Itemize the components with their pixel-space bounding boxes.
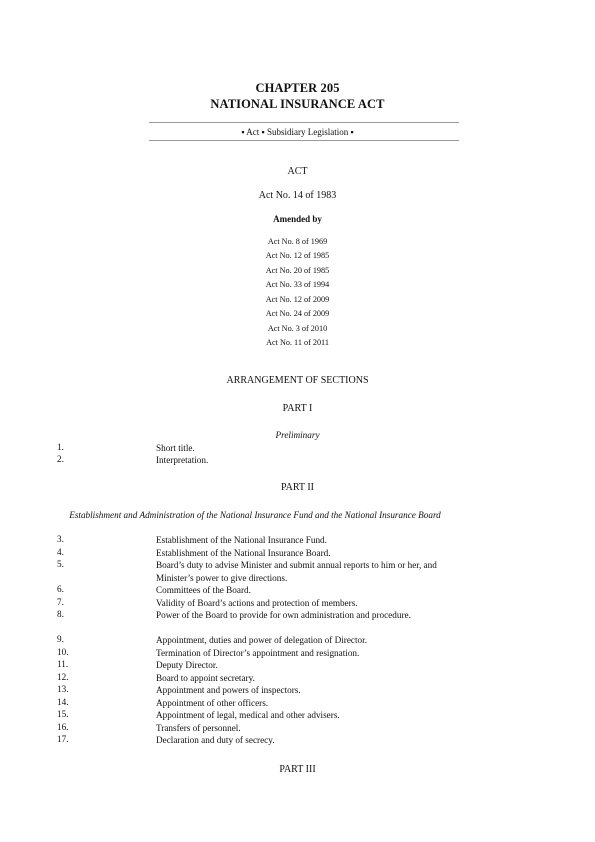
- section-number: 14.: [57, 697, 69, 707]
- section-title[interactable]: Establishment of the National Insurance Fund.: [156, 535, 327, 545]
- section-number: 4.: [57, 547, 64, 557]
- arrangement-heading: ARRANGEMENT OF SECTIONS: [226, 375, 369, 386]
- amended-by-label: Amended by: [273, 214, 322, 224]
- document-nav[interactable]: ▪ Act ▪ Subsidiary Legislation ▪: [241, 127, 354, 137]
- section-title[interactable]: Interpretation.: [156, 455, 209, 465]
- section-title[interactable]: Validity of Board’s actions and protection of members.: [156, 598, 358, 608]
- section-number: 3.: [57, 534, 64, 544]
- bottom-divider: [149, 140, 459, 141]
- part-label: PART I: [282, 403, 313, 414]
- section-number: 6.: [57, 584, 64, 594]
- amendment-item: Act No. 24 of 2009: [265, 309, 330, 318]
- section-title[interactable]: Declaration and duty of secrecy.: [156, 735, 275, 745]
- top-divider: [149, 122, 459, 123]
- amendment-item: Act No. 8 of 1969: [267, 237, 328, 246]
- part-label: PART II: [280, 482, 315, 493]
- section-title[interactable]: Board’s duty to advise Minister and submit annual reports to him or her, and Minister’s power to give directions.: [156, 560, 437, 583]
- section-number: 17.: [57, 734, 69, 744]
- section-title[interactable]: Establishment of the National Insurance Board.: [156, 548, 331, 558]
- amendment-item: Act No. 11 of 2011: [266, 338, 329, 347]
- part-subtitle: Establishment and Administration of the National Insurance Fund and the National Insurance Board: [69, 510, 441, 520]
- part-subtitle: Preliminary: [275, 430, 320, 440]
- section-number: 2.: [57, 454, 64, 464]
- section-title[interactable]: Board to appoint secretary.: [156, 673, 255, 683]
- section-title[interactable]: Deputy Director.: [156, 660, 218, 670]
- section-number: 5.: [57, 559, 64, 569]
- section-title[interactable]: Appointment of legal, medical and other advisers.: [156, 710, 340, 720]
- section-title[interactable]: Appointment, duties and power of delegation of Director.: [156, 635, 368, 645]
- section-title[interactable]: Committees of the Board.: [156, 585, 251, 595]
- section-number: 13.: [57, 684, 69, 694]
- section-title[interactable]: Power of the Board to provide for own administration and procedure.: [156, 610, 411, 620]
- section-title[interactable]: Appointment of other officers.: [156, 698, 269, 708]
- section-number: 12.: [57, 672, 69, 682]
- amendment-item: Act No. 12 of 1985: [265, 251, 330, 260]
- amendment-item: Act No. 33 of 1994: [265, 280, 330, 289]
- amendment-item: Act No. 12 of 2009: [265, 295, 330, 304]
- section-number: 16.: [57, 722, 69, 732]
- chapter-title: CHAPTER 205: [255, 81, 340, 95]
- section-title[interactable]: Appointment and powers of inspectors.: [156, 685, 301, 695]
- section-title[interactable]: Transfers of personnel.: [156, 723, 241, 733]
- act-label: ACT: [287, 166, 308, 177]
- section-number: 7.: [57, 597, 64, 607]
- section-number: 9.: [57, 634, 64, 644]
- section-number: 8.: [57, 609, 64, 619]
- section-number: 11.: [57, 659, 69, 669]
- part-label: PART III: [279, 764, 316, 775]
- act-number: Act No. 14 of 1983: [258, 190, 337, 201]
- section-title[interactable]: Short title.: [156, 443, 195, 453]
- amendment-item: Act No. 20 of 1985: [265, 266, 330, 275]
- section-number: 1.: [57, 442, 64, 452]
- section-number: 10.: [57, 647, 69, 657]
- section-number: 15.: [57, 709, 69, 719]
- amendment-item: Act No. 3 of 2010: [267, 324, 328, 333]
- section-title[interactable]: Termination of Director’s appointment and resignation.: [156, 648, 360, 658]
- act-title: NATIONAL INSURANCE ACT: [210, 97, 385, 111]
